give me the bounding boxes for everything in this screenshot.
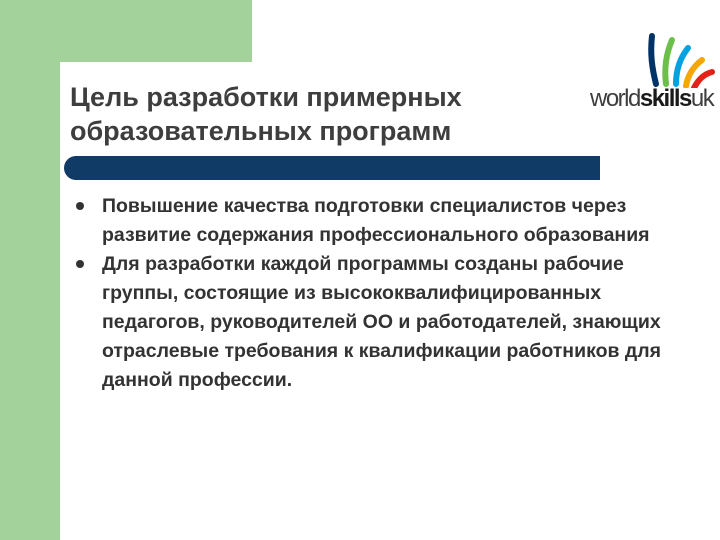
- slide-title-line-1: Цель разработки примерных: [70, 82, 462, 112]
- bullet-list: [76, 192, 686, 395]
- bullet-dot-icon: [76, 260, 84, 268]
- bullet-item: Повышение качества подготовки специалистов через развитие содержания профессионального образования: [76, 192, 686, 250]
- left-decor-band: [0, 0, 60, 540]
- worldskills-logo: [590, 28, 716, 112]
- slide-title-line-2: образовательных программ: [70, 116, 452, 146]
- worldskills-swoosh-icon: [590, 28, 716, 88]
- worldskills-logo-text: worldskillsuk: [590, 85, 714, 112]
- bullet-dot-icon: [76, 202, 84, 210]
- top-decor-band: [60, 0, 252, 62]
- title-underline-bar: [64, 156, 600, 180]
- bullet-item: Для разработки каждой программы созданы рабочие группы, состоящие из высококвалифицированных педагогов, руководителей ОО и работодателей, знающих отраслевые требования к квалификации работников для данной профессии.: [76, 250, 686, 395]
- slide-title: [70, 80, 590, 148]
